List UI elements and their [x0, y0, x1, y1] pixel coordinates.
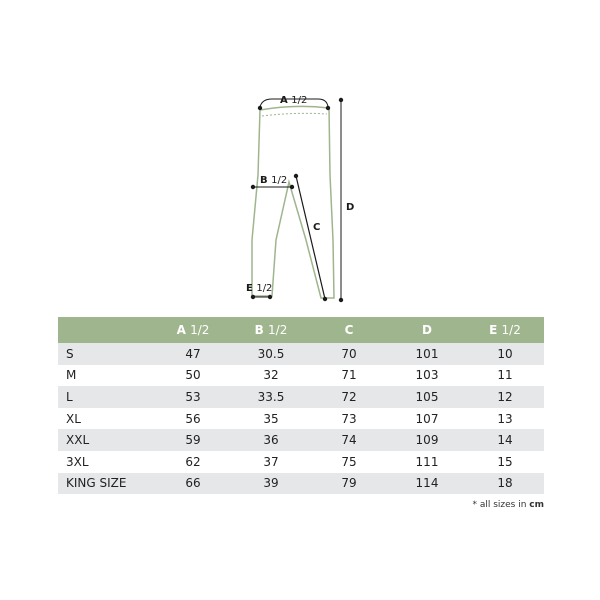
header-d: D	[388, 317, 466, 343]
header-c: C	[310, 317, 388, 343]
measure-b-dot-right	[290, 185, 294, 189]
cell-b: 36	[232, 429, 310, 451]
table-row	[58, 343, 544, 365]
size-cell: 3XL	[66, 454, 89, 469]
cell-e: 13	[497, 411, 513, 426]
header-b: B 1/2	[232, 317, 310, 343]
cell-e: 14	[466, 429, 544, 451]
cell-d: 101	[388, 343, 466, 365]
pants-outline	[252, 106, 334, 298]
cell-e: 10	[466, 343, 544, 365]
label-c: C	[313, 222, 321, 233]
cell-b: 33.5	[232, 386, 310, 408]
table-row	[58, 408, 544, 430]
cell-a: 53	[154, 386, 232, 408]
measure-c-dot-bottom	[323, 297, 327, 301]
cell-d: 114	[388, 473, 466, 495]
size-cell: S	[58, 343, 154, 365]
cell-a: 59	[154, 429, 232, 451]
units-note: * all sizes in cm	[472, 500, 544, 510]
measure-d-dot-bottom	[339, 298, 343, 302]
cell-e: 15	[497, 454, 513, 469]
cell-b: 39	[232, 473, 310, 495]
measure-a-dot-left	[258, 106, 262, 110]
cell-a: 47	[154, 343, 232, 365]
cell-c: 74	[310, 429, 388, 451]
cell-d: 109	[388, 429, 466, 451]
cell-a: 62	[185, 454, 201, 469]
cell-b: 37	[263, 454, 279, 469]
cell-d: 103	[415, 368, 439, 383]
cell-d: 107	[415, 411, 439, 426]
measure-a-dot-right	[326, 106, 330, 110]
table-row	[58, 473, 544, 495]
measure-e-dot-right	[268, 295, 272, 299]
cell-a: 50	[185, 368, 201, 383]
label-e: E 1/2	[246, 283, 273, 294]
size-cell: KING SIZE	[58, 473, 154, 495]
cell-d: 105	[388, 386, 466, 408]
size-chart-table	[58, 317, 544, 494]
size-cell: L	[58, 386, 154, 408]
cell-c: 70	[310, 343, 388, 365]
cell-b: 35	[263, 411, 279, 426]
measure-b-dot-left	[251, 185, 255, 189]
measure-c-dot-top	[294, 174, 298, 178]
cell-c: 72	[310, 386, 388, 408]
size-cell: XXL	[58, 429, 154, 451]
cell-d: 111	[415, 454, 439, 469]
header-size	[58, 317, 154, 343]
cell-c: 73	[341, 411, 357, 426]
size-cell: XL	[66, 411, 81, 426]
measure-e-dot-left	[251, 295, 255, 299]
table-row	[58, 386, 544, 408]
table-row	[58, 451, 544, 473]
cell-c: 79	[310, 473, 388, 495]
measure-d-dot-top	[339, 98, 343, 102]
cell-e: 18	[466, 473, 544, 495]
header-a: A 1/2	[154, 317, 232, 343]
table-header-row	[58, 317, 544, 343]
cell-c: 71	[341, 368, 357, 383]
table-row	[58, 429, 544, 451]
label-a: A 1/2	[280, 95, 308, 106]
cell-e: 12	[466, 386, 544, 408]
cell-a: 66	[154, 473, 232, 495]
cell-a: 56	[185, 411, 201, 426]
cell-b: 30.5	[232, 343, 310, 365]
header-e: E 1/2	[466, 317, 544, 343]
cell-b: 32	[263, 368, 279, 383]
label-d: D	[346, 202, 355, 213]
cell-c: 75	[341, 454, 357, 469]
table-row	[58, 365, 544, 387]
label-b: B 1/2	[260, 175, 288, 186]
size-cell: M	[66, 368, 77, 383]
cell-e: 11	[497, 368, 513, 383]
